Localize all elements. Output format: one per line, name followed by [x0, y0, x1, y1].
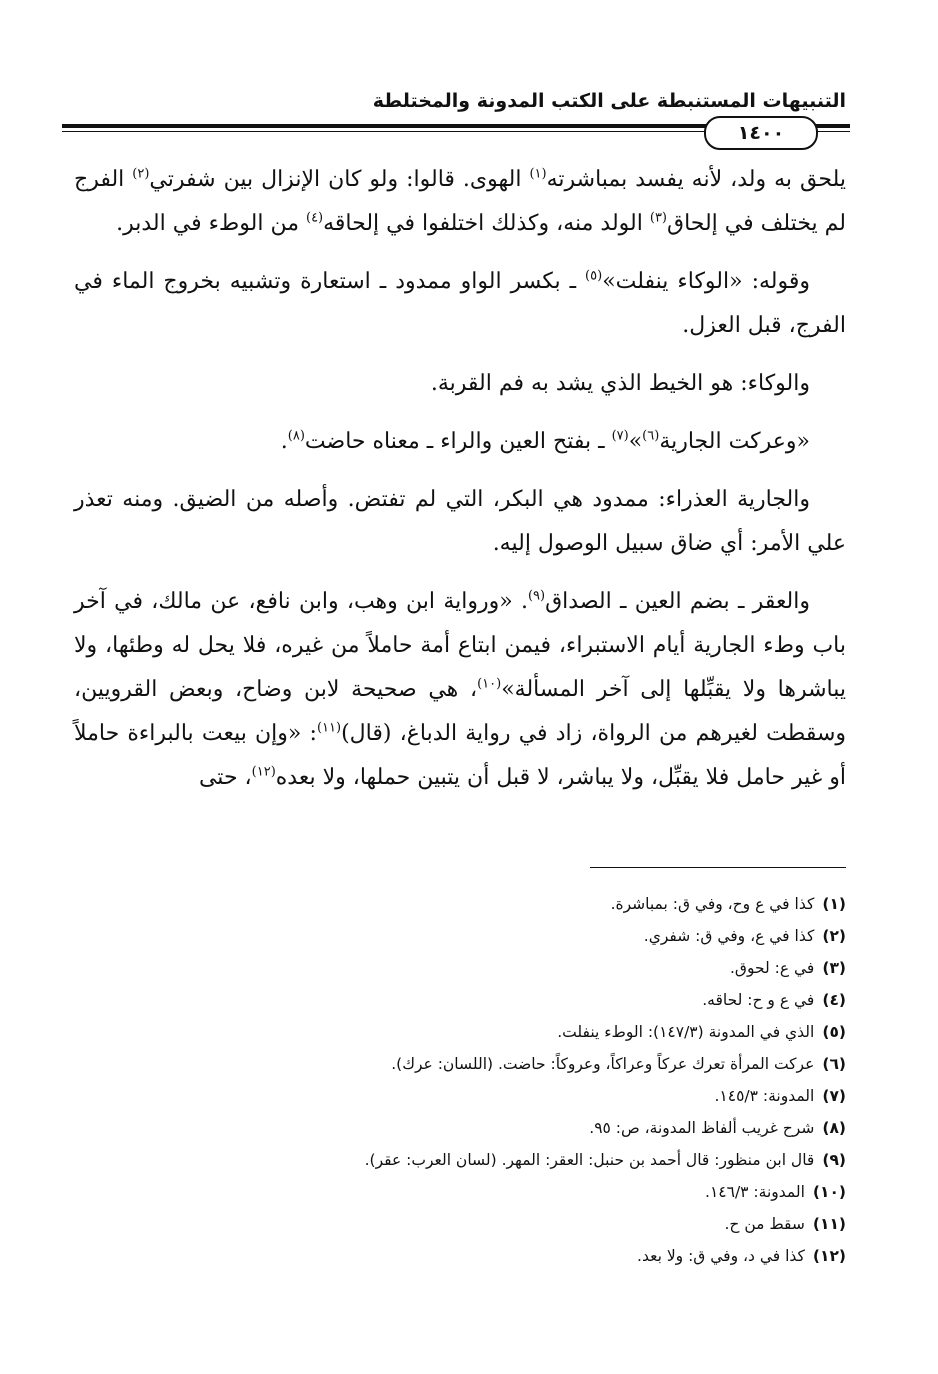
running-header-title: التنبيهات المستنبطة على الكتب المدونة والمختلطة: [372, 90, 846, 112]
footnote-item: (١١)سقط من ح.: [724, 1215, 846, 1233]
paragraph-1: يلحق به ولد، لأنه يفسد بمباشرته$^{(١)}$ الهوى. قالوا: ولو كان الإنزال بين شفرتي$^{(٢)}$ الفرج لم يختلف في إلحاق$^{(٣)}$ الولد منه، وكذلك اختلفوا في إلحاقه$^{(٤)}$ من الوطء في الدبر.: [74, 166, 846, 236]
paragraph-6: والعقر ـ بضم العين ـ الصداق$^{(٩)}$. «ورواية ابن وهب، وابن نافع، عن مالك، في آخر باب وطء الجارية أيام الاستبراء، فيمن ابتاع أمة حاملاً من غيره، فلا يحل له وطئها، ولا يباشرها ولا يقبِّلها إلى آخر المسألة»$^{(١٠)}$، هي صحيحة لابن وضاح، وبعض القرويين، وسقطت لغيرهم من الرواة، زاد في رواية الدباغ، (قال)$^{(١١)}$: «وإن بيعت بالبراءة حاملاً أو غير حامل فلا يقبِّل، ولا يباشر، لا قبل أن يتبين حملها، ولا بعده$^{(١٢)}$، حتى: [74, 588, 847, 790]
footnote-ref-5[interactable]: (٥): [585, 268, 603, 284]
footnote-ref-1[interactable]: (١): [529, 166, 547, 182]
paragraph-5: والجارية العذراء: ممدود هي البكر، التي لم تفتض. وأصله من الضيق. ومنه تعذر علي الأمر: أي ضاق سبيل الوصول إليه.: [74, 487, 846, 556]
footnote-item: (١)كذا في ع وح، وفي ق: بمباشرة.: [610, 895, 846, 913]
footnote-ref-12[interactable]: (١٢): [251, 764, 276, 780]
paragraph-2: وقوله: «الوكاء ينفلت»$^{(٥)}$ ـ بكسر الواو ممدود ـ استعارة وتشبيه بخروج الماء في الفرج، قبل العزل.: [74, 268, 846, 338]
footnote-item: (١٠)المدونة: ١٤٦/٣.: [705, 1183, 846, 1201]
footnote-item: (٢)كذا في ع، وفي ق: شفري.: [643, 927, 846, 945]
footnotes: [86, 888, 846, 1272]
footnote-ref-2[interactable]: (٢): [132, 166, 150, 182]
footnote-ref-4[interactable]: (٤): [305, 210, 324, 226]
footnote-ref-8[interactable]: (٨): [287, 428, 305, 444]
footnote-item: (٣)في ع: لحوق.: [730, 959, 846, 977]
paragraph-4: «وعركت الجارية$^{(٦)}$»$^{(٧)}$ ـ بفتح العين والراء ـ معناه حاضت$^{(٨)}$.: [280, 428, 810, 454]
footnote-ref-3[interactable]: (٣): [649, 210, 667, 226]
footnote-ref-7[interactable]: (٧): [611, 428, 629, 444]
main-text: [74, 158, 846, 814]
footnote-item: (٤)في ع و ح: لحاقه.: [702, 991, 846, 1009]
footnote-item: (٨)شرح غريب ألفاظ المدونة، ص: ٩٥.: [589, 1119, 846, 1137]
footnote-item: (٩)قال ابن منظور: قال أحمد بن حنبل: العقر: المهر. (لسان العرب: عقر).: [364, 1151, 846, 1169]
footnote-separator: [590, 867, 846, 868]
page-number: ١٤٠٠: [704, 116, 818, 150]
footnote-item: (٦)عركت المرأة تعرك عركاً وعراكاً، وعروكاً: حاضت. (اللسان: عرك).: [391, 1055, 846, 1073]
footnote-ref-10[interactable]: (١٠): [477, 676, 502, 692]
footnote-item: (٧)المدونة: ١٤٥/٣.: [714, 1087, 846, 1105]
footnote-item: (١٢)كذا في د، وفي ق: ولا بعد.: [637, 1247, 846, 1265]
footnote-ref-11[interactable]: (١١): [316, 720, 342, 736]
footnote-ref-9[interactable]: (٩): [527, 588, 546, 604]
footnote-ref-6[interactable]: (٦): [642, 428, 660, 444]
footnote-item: (٥)الذي في المدونة (١٤٧/٣): الوطء ينفلت.: [557, 1023, 846, 1041]
paragraph-3: والوكاء: هو الخيط الذي يشد به فم القربة.: [430, 371, 810, 396]
